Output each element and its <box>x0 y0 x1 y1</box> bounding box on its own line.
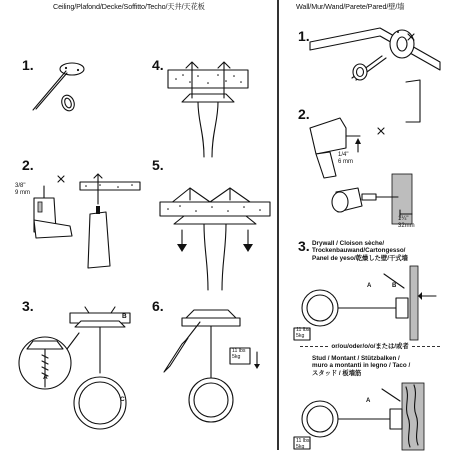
drywall-label: Drywall / Cloison sèche/ Trockenbauwand/Cartongesso/ Panel de yeso/乾燥した壁/干式墙 <box>312 240 408 262</box>
ceiling-drill-size-label: 3/8" 9 mm <box>15 183 30 196</box>
wall-step-1-number: 1. <box>298 28 310 44</box>
drywall-weight-label: 11 lbs 5kg <box>296 327 310 339</box>
wall-section-title: Wall/Mur/Wand/Parete/Pared/壁/墙 <box>296 2 405 11</box>
stud-callout-a: A <box>366 398 371 404</box>
or-divider <box>300 343 440 350</box>
ceiling-step2-drill-illustration <box>30 170 140 275</box>
ceiling-step-4-number: 4. <box>152 57 164 73</box>
drywall-callout-a: A <box>367 283 372 289</box>
ceiling-step-5-number: 5. <box>152 157 164 173</box>
ceiling-step-6-number: 6. <box>152 298 164 314</box>
ceiling-step4-anchors-illustration <box>168 62 248 157</box>
wall-step3-stud-illustration <box>290 383 440 450</box>
wall-step3-drywall-illustration <box>290 266 440 340</box>
ceiling-callout-c: C <box>120 396 125 403</box>
ceiling-step5-mount-illustration <box>160 180 270 290</box>
stud-label: Stud / Montant / Stützbalken / muro a montanti in legno / Taco / スタッド / 板墙筋 <box>312 355 411 377</box>
section-divider <box>277 0 279 450</box>
drywall-callout-b: B <box>392 283 397 289</box>
ceiling-step-2-number: 2. <box>22 157 34 173</box>
ceiling-callout-b: B <box>122 313 127 320</box>
wall-step2-drill-illustration <box>310 118 440 228</box>
wall-step-2-number: 2. <box>298 106 310 122</box>
or-label: or/ou/oder/o/o/または/或者 <box>331 343 409 350</box>
wall-depth-label: 1¼" 32mm <box>398 216 415 229</box>
stud-weight-label: 11 lbs 5kg <box>296 438 310 450</box>
or-dash-right <box>412 346 440 347</box>
ceiling-step6-tighten-illustration <box>160 308 270 428</box>
ceiling-step-3-number: 3. <box>22 298 34 314</box>
ceiling-weight-label: 11 lbs 5kg <box>232 348 246 360</box>
ceiling-callout-a: A <box>43 374 48 381</box>
ceiling-step-1-number: 1. <box>22 57 34 73</box>
wall-step1-marking-illustration <box>310 22 440 122</box>
wall-step-3-number: 3. <box>298 238 310 254</box>
or-dash-left <box>300 346 328 347</box>
wall-drill-size-label: 1/4" 6 mm <box>338 152 353 165</box>
ceiling-step1-marking-illustration <box>30 55 90 115</box>
ceiling-section-title: Ceiling/Plafond/Decke/Soffitto/Techo/天井/天花板 <box>53 2 205 11</box>
ceiling-step3-assembly-illustration <box>15 303 140 448</box>
